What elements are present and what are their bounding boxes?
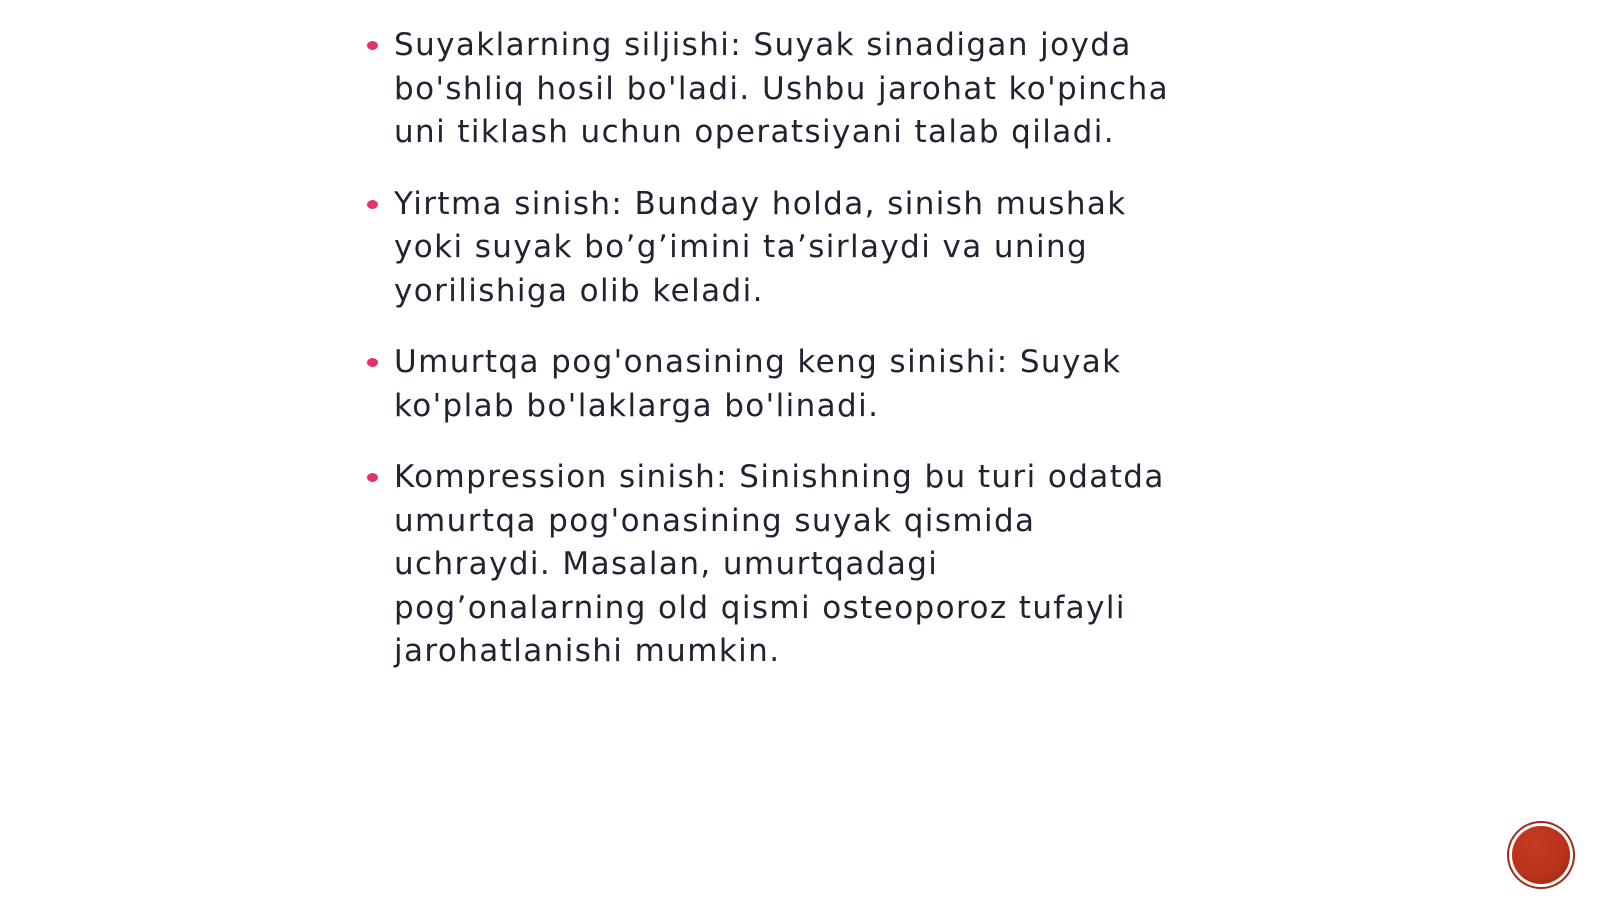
bullet-dot-icon: [367, 200, 378, 209]
slide-nav-button[interactable]: [1512, 826, 1570, 884]
bullet-text: Yirtma sinish: Bunday holda, sinish mushak yoki suyak bo’g’imini ta’sirlaydi va uning yorilishiga olib keladi.: [394, 185, 1127, 309]
bullet-list: [360, 24, 1180, 702]
list-item: [360, 456, 1180, 674]
bullet-dot-icon: [367, 473, 378, 482]
bullet-text: Kompression sinish: Sinishning bu turi odatda umurtqa pog'onasining suyak qismida uchraydi. Masalan, umurtqadagi pog’onalarning old qismi osteoporoz tufayli jarohatlanishi mumkin.: [394, 459, 1165, 669]
list-item: [360, 183, 1180, 314]
bullet-dot-icon: [367, 41, 378, 50]
list-item: [360, 341, 1180, 428]
bullet-dot-icon: [367, 358, 378, 367]
list-item: [360, 24, 1180, 155]
bullet-text: Umurtqa pog'onasining keng sinishi: Suyak ko'plab bo'laklarga bo'linadi.: [394, 344, 1122, 424]
bullet-text: Suyaklarning siljishi: Suyak sinadigan joyda bo'shliq hosil bo'ladi. Ushbu jarohat ko'pincha uni tiklash uchun operatsiyani talab qiladi.: [394, 27, 1170, 150]
